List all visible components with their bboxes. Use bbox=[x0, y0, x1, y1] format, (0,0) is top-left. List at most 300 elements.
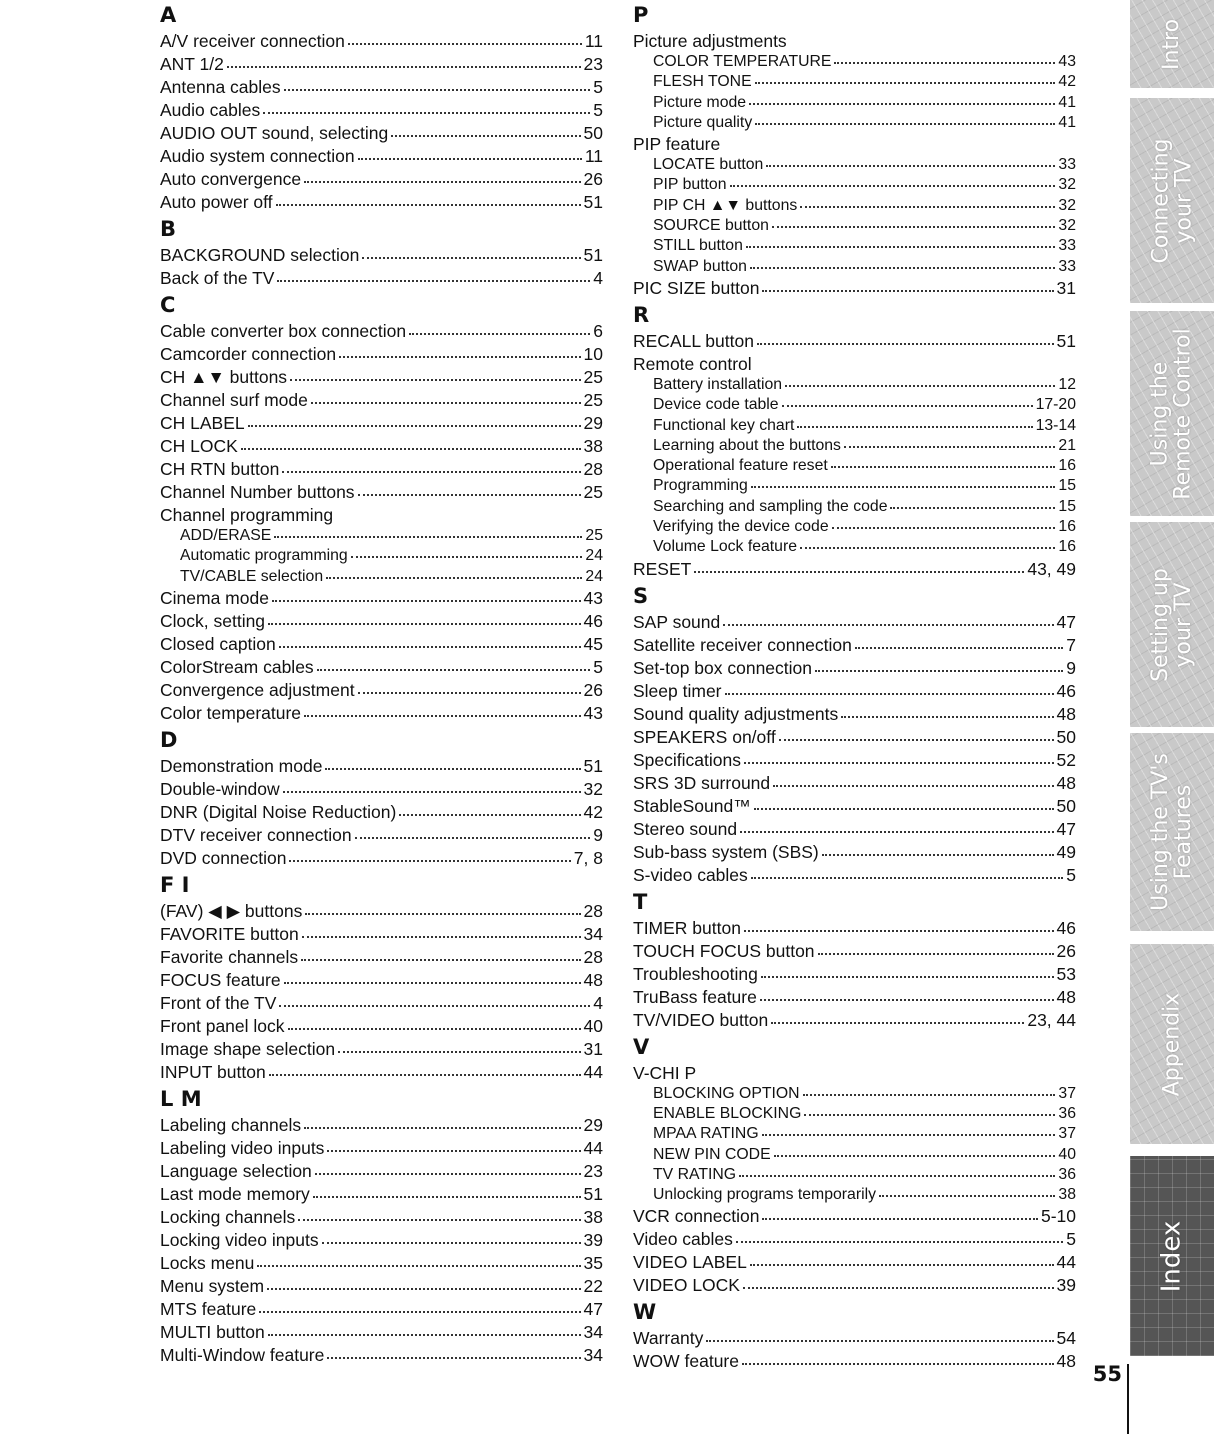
leader-dots bbox=[766, 164, 1055, 167]
leader-dots bbox=[283, 790, 581, 793]
index-term: ColorStream cables bbox=[160, 656, 314, 677]
index-entry bbox=[160, 778, 603, 801]
index-term: WOW feature bbox=[633, 1351, 739, 1372]
index-subentry bbox=[633, 72, 1076, 92]
index-letter-heading: D bbox=[160, 727, 178, 752]
index-page-ref: 15 bbox=[1058, 477, 1076, 495]
index-term: Picture adjustments bbox=[633, 31, 787, 51]
index-subentry bbox=[633, 113, 1076, 133]
index-entry bbox=[633, 1009, 1076, 1032]
index-entry bbox=[160, 244, 603, 267]
index-page-ref: 24 bbox=[585, 547, 603, 565]
leader-dots bbox=[785, 384, 1055, 387]
leader-dots bbox=[257, 1264, 580, 1267]
index-subentry bbox=[633, 155, 1076, 175]
tab-setting-up-your-tv[interactable] bbox=[1130, 522, 1214, 727]
leader-dots bbox=[742, 1362, 1054, 1365]
index-term: BACKGROUND selection bbox=[160, 245, 360, 265]
leader-dots bbox=[779, 738, 1054, 741]
index-entry bbox=[633, 940, 1076, 963]
leader-dots bbox=[284, 981, 581, 984]
index-term: Image shape selection bbox=[160, 1038, 336, 1059]
index-page-ref: 6 bbox=[593, 321, 603, 341]
index-entry bbox=[633, 864, 1076, 887]
index-term: Clock, setting bbox=[160, 610, 266, 631]
leader-dots bbox=[749, 102, 1055, 105]
leader-dots bbox=[327, 1149, 580, 1152]
index-entry bbox=[633, 1350, 1076, 1373]
index-page-ref: 25 bbox=[583, 482, 603, 502]
index-entry bbox=[160, 1114, 603, 1137]
index-page-ref: 37 bbox=[1058, 1125, 1076, 1143]
leader-dots bbox=[757, 342, 1054, 345]
index-term: TV RATING bbox=[653, 1165, 737, 1183]
index-page-ref: 16 bbox=[1058, 457, 1076, 475]
index-term: DVD connection bbox=[160, 847, 287, 868]
tab-connecting-your-tv[interactable] bbox=[1130, 98, 1214, 303]
index-page-ref: 4 bbox=[593, 268, 603, 288]
index-page-ref: 5-10 bbox=[1040, 1206, 1076, 1227]
leader-dots bbox=[751, 876, 1063, 879]
index-subentry bbox=[633, 1124, 1076, 1144]
index-term: Warranty bbox=[633, 1328, 704, 1349]
index-subentry bbox=[633, 52, 1076, 72]
index-page-ref: 5 bbox=[1066, 1229, 1076, 1250]
index-term: CH ▲▼ buttons bbox=[160, 367, 288, 387]
index-page-ref: 5 bbox=[593, 656, 603, 677]
leader-dots bbox=[750, 266, 1055, 269]
leader-dots bbox=[304, 180, 580, 183]
index-page-ref: 43 bbox=[583, 587, 603, 608]
leader-dots bbox=[879, 1194, 1055, 1197]
index-term: Last mode memory bbox=[160, 1183, 310, 1204]
index-page-ref: 39 bbox=[1056, 1275, 1076, 1296]
leader-dots bbox=[268, 1333, 581, 1336]
leader-dots bbox=[248, 424, 581, 427]
tab-using-the-tv-s-features[interactable] bbox=[1130, 733, 1214, 931]
leader-dots bbox=[760, 998, 1054, 1001]
index-entry bbox=[633, 277, 1076, 300]
leader-dots bbox=[325, 767, 580, 770]
index-term: SWAP button bbox=[653, 257, 747, 275]
index-page-ref: 51 bbox=[583, 755, 603, 776]
index-page-ref: 4 bbox=[593, 992, 603, 1013]
leader-dots bbox=[282, 470, 580, 473]
index-entry bbox=[160, 99, 603, 122]
index-page-ref: 5 bbox=[593, 100, 603, 120]
index-term: Back of the TV bbox=[160, 268, 275, 288]
index-subentry bbox=[633, 395, 1076, 415]
index-entry bbox=[160, 30, 603, 53]
index-term: Labeling channels bbox=[160, 1114, 302, 1135]
index-entry bbox=[633, 703, 1076, 726]
index-page-ref: 48 bbox=[1056, 772, 1076, 793]
leader-dots bbox=[327, 1356, 580, 1359]
leader-dots bbox=[305, 912, 580, 915]
index-page-ref: 21 bbox=[1058, 436, 1076, 454]
leader-dots bbox=[338, 1050, 580, 1053]
index-entry bbox=[160, 847, 603, 870]
page-number-rule bbox=[1127, 1364, 1129, 1434]
index-page-ref: 49 bbox=[1056, 841, 1076, 862]
index-entry bbox=[160, 801, 603, 824]
index-entry bbox=[633, 749, 1076, 772]
index-page-ref: 5 bbox=[593, 77, 603, 97]
index-page-ref: 23 bbox=[583, 1160, 603, 1181]
index-entry bbox=[160, 343, 603, 366]
index-page-ref: 26 bbox=[583, 679, 603, 700]
index-term: CH LABEL bbox=[160, 413, 245, 433]
leader-dots bbox=[272, 599, 581, 602]
index-entry bbox=[633, 1228, 1076, 1251]
index-term: Convergence adjustment bbox=[160, 679, 355, 700]
index-letter-heading: C bbox=[160, 293, 176, 317]
leader-dots bbox=[746, 245, 1056, 248]
index-entry bbox=[633, 330, 1076, 353]
index-term: BLOCKING OPTION bbox=[653, 1084, 800, 1102]
index-term: Operational feature reset bbox=[653, 457, 828, 475]
index-term: Front of the TV bbox=[160, 992, 277, 1013]
index-term: Audio system connection bbox=[160, 146, 355, 166]
index-page-ref: 17-20 bbox=[1035, 396, 1076, 414]
index-page-ref: 47 bbox=[1056, 818, 1076, 839]
index-entry bbox=[160, 1344, 603, 1367]
index-page-ref: 23 bbox=[583, 54, 603, 74]
leader-dots bbox=[276, 203, 581, 206]
index-entry bbox=[633, 726, 1076, 749]
index-page-ref: 48 bbox=[1056, 986, 1076, 1007]
index-term: Language selection bbox=[160, 1160, 312, 1181]
index-page-ref: 7, 8 bbox=[573, 847, 603, 868]
index-term: Troubleshooting bbox=[633, 963, 758, 984]
tab-label: Using the Remote Control bbox=[1148, 327, 1196, 500]
leader-dots bbox=[797, 425, 1032, 428]
index-term: Picture quality bbox=[653, 113, 753, 131]
tab-using-the-remote-control[interactable] bbox=[1130, 311, 1214, 516]
leader-dots bbox=[774, 1154, 1056, 1157]
leader-dots bbox=[279, 1004, 590, 1007]
leader-dots bbox=[288, 1027, 581, 1030]
index-entry bbox=[160, 412, 603, 435]
leader-dots bbox=[834, 61, 1055, 64]
index-page-ref: 39 bbox=[583, 1229, 603, 1250]
index-page-ref: 38 bbox=[1058, 1186, 1076, 1204]
index-page-ref: 12 bbox=[1058, 375, 1076, 393]
index-page-ref: 53 bbox=[1056, 963, 1076, 984]
index-term: ADD/ERASE bbox=[180, 527, 272, 544]
leader-dots bbox=[326, 576, 582, 579]
leader-dots bbox=[227, 65, 581, 68]
index-page-ref: 33 bbox=[1058, 257, 1076, 275]
index-term: Learning about the buttons bbox=[653, 436, 841, 454]
index-term: Locking video inputs bbox=[160, 1229, 319, 1250]
index-entry bbox=[160, 1321, 603, 1344]
index-entry bbox=[160, 1206, 603, 1229]
index-entry bbox=[160, 145, 603, 168]
leader-dots bbox=[782, 404, 1033, 407]
leader-dots bbox=[772, 225, 1056, 228]
leader-dots bbox=[800, 205, 1055, 208]
index-term: Auto power off bbox=[160, 192, 273, 212]
index-term: Searching and sampling the code bbox=[653, 497, 888, 515]
index-term: DTV receiver connection bbox=[160, 824, 352, 845]
index-entry bbox=[160, 679, 603, 702]
leader-dots bbox=[259, 1310, 580, 1313]
leader-dots bbox=[743, 1286, 1054, 1289]
index-term: Auto convergence bbox=[160, 169, 302, 189]
leader-dots bbox=[290, 378, 580, 381]
index-entry bbox=[633, 963, 1076, 986]
index-term: SAP sound bbox=[633, 611, 721, 632]
leader-dots bbox=[771, 1021, 1024, 1024]
index-page-ref: 50 bbox=[1056, 726, 1076, 747]
index-entry bbox=[160, 755, 603, 778]
index-page-ref: 28 bbox=[583, 946, 603, 967]
index-term: Programming bbox=[653, 477, 748, 495]
leader-dots bbox=[267, 1287, 580, 1290]
index-term: SPEAKERS on/off bbox=[633, 726, 776, 747]
index-entry bbox=[160, 366, 603, 389]
index-entry bbox=[160, 610, 603, 633]
index-entry bbox=[633, 917, 1076, 940]
index-letter-heading: F I bbox=[160, 872, 190, 897]
index-column-right bbox=[633, 0, 1076, 1373]
leader-dots bbox=[844, 445, 1055, 448]
index-page-ref: 31 bbox=[583, 1038, 603, 1059]
index-entry bbox=[160, 992, 603, 1015]
leader-dots bbox=[358, 691, 581, 694]
index-page-ref: 52 bbox=[1056, 749, 1076, 770]
index-entry bbox=[633, 1205, 1076, 1228]
index-term: Stereo sound bbox=[633, 818, 738, 839]
index-entry bbox=[160, 122, 603, 145]
index-entry bbox=[633, 634, 1076, 657]
index-term: Remote control bbox=[633, 353, 752, 374]
index-subentry bbox=[633, 216, 1076, 236]
index-subentry bbox=[633, 1165, 1076, 1185]
leader-dots bbox=[289, 859, 570, 862]
index-subentry bbox=[633, 416, 1076, 436]
index-term: TV/VIDEO button bbox=[633, 1009, 769, 1030]
index-entry bbox=[160, 389, 603, 412]
leader-dots bbox=[740, 830, 1053, 833]
index-entry bbox=[160, 1061, 603, 1084]
index-entry bbox=[160, 320, 603, 343]
index-letter-heading: R bbox=[633, 302, 650, 327]
index-term: Automatic programming bbox=[180, 547, 348, 565]
index-term: Closed caption bbox=[160, 633, 276, 654]
tab-label: Appendix bbox=[1159, 992, 1185, 1096]
index-page-ref: 5 bbox=[1066, 864, 1076, 885]
leader-dots bbox=[762, 289, 1053, 292]
index-term: LOCATE button bbox=[653, 156, 764, 174]
index-letter-heading: L M bbox=[160, 1086, 202, 1111]
index-page-ref: 16 bbox=[1058, 538, 1076, 556]
leader-dots bbox=[355, 836, 591, 839]
index-subentry bbox=[633, 497, 1076, 517]
index-term: Verifying the device code bbox=[653, 518, 829, 536]
index-page-ref: 32 bbox=[1058, 196, 1076, 214]
index-page-ref: 11 bbox=[584, 31, 603, 51]
index-page-ref: 51 bbox=[1056, 330, 1076, 351]
index-term: Video cables bbox=[633, 1229, 733, 1250]
index-term: AUDIO OUT sound, selecting bbox=[160, 123, 389, 143]
index-term: V-CHI P bbox=[633, 1062, 697, 1083]
leader-dots bbox=[313, 1195, 581, 1198]
tab-label: Using the TV's Features bbox=[1148, 753, 1196, 911]
leader-dots bbox=[751, 485, 1056, 488]
index-letter-heading: S bbox=[633, 583, 649, 608]
index-term: TIMER button bbox=[633, 917, 741, 938]
index-page-ref: 48 bbox=[583, 969, 603, 990]
index-letter-heading: A bbox=[160, 3, 177, 27]
index-term: PIP CH ▲▼ buttons bbox=[653, 196, 798, 214]
index-page-ref: 46 bbox=[583, 610, 603, 631]
index-term: VCR connection bbox=[633, 1206, 760, 1227]
leader-dots bbox=[706, 1339, 1053, 1342]
index-page-ref: 26 bbox=[1056, 940, 1076, 961]
index-subentry bbox=[160, 546, 603, 566]
index-term: VIDEO LABEL bbox=[633, 1252, 747, 1273]
index-term: FOCUS feature bbox=[160, 969, 281, 990]
index-page-ref: 51 bbox=[583, 1183, 603, 1204]
index-page-ref: 51 bbox=[583, 245, 603, 265]
index-term: Cinema mode bbox=[160, 587, 269, 608]
leader-dots bbox=[279, 645, 581, 648]
page-number: 55 bbox=[1092, 1362, 1122, 1386]
index-page-ref: 34 bbox=[583, 923, 603, 944]
leader-dots bbox=[348, 42, 582, 45]
index-page-ref: 7 bbox=[1066, 634, 1076, 655]
index-letter-heading: W bbox=[633, 1300, 657, 1325]
leader-dots bbox=[694, 570, 1024, 573]
index-term: Camcorder connection bbox=[160, 344, 337, 364]
index-subentry bbox=[633, 1084, 1076, 1104]
index-term: Satellite receiver connection bbox=[633, 634, 852, 655]
index-term: COLOR TEMPERATURE bbox=[653, 53, 832, 70]
index-entry bbox=[160, 1137, 603, 1160]
index-subentry bbox=[633, 517, 1076, 537]
leader-dots bbox=[298, 1218, 580, 1221]
index-entry bbox=[633, 795, 1076, 818]
index-page-ref: 47 bbox=[1056, 611, 1076, 632]
index-term: SRS 3D surround bbox=[633, 772, 771, 793]
index-entry bbox=[160, 1160, 603, 1183]
index-group-heading bbox=[633, 1062, 1076, 1084]
index-page-ref: 47 bbox=[583, 1298, 603, 1319]
index-page-ref: 34 bbox=[583, 1321, 603, 1342]
index-subentry bbox=[160, 526, 603, 546]
leader-dots bbox=[754, 807, 1054, 810]
index-page-ref: 28 bbox=[583, 900, 603, 921]
index-page-ref: 41 bbox=[1058, 113, 1076, 131]
index-page-ref: 35 bbox=[583, 1252, 603, 1273]
index-term: ENABLE BLOCKING bbox=[653, 1104, 802, 1122]
index-entry bbox=[633, 1251, 1076, 1274]
index-page-ref: 9 bbox=[593, 824, 603, 845]
index-entry bbox=[160, 191, 603, 214]
index-entry bbox=[160, 1252, 603, 1275]
index-entry bbox=[160, 587, 603, 610]
index-page-ref: 32 bbox=[1058, 217, 1076, 235]
leader-dots bbox=[832, 526, 1056, 529]
tab-index[interactable] bbox=[1130, 1156, 1214, 1356]
tab-appendix[interactable] bbox=[1130, 944, 1214, 1144]
leader-dots bbox=[277, 279, 590, 282]
index-subentry bbox=[633, 175, 1076, 195]
index-subentry bbox=[633, 456, 1076, 476]
index-term: Audio cables bbox=[160, 100, 261, 120]
index-entry bbox=[160, 969, 603, 992]
index-term: Functional key chart bbox=[653, 416, 795, 434]
index-term: DNR (Digital Noise Reduction) bbox=[160, 801, 397, 822]
index-term: Sub-bass system (SBS) bbox=[633, 841, 819, 862]
index-entry bbox=[633, 657, 1076, 680]
leader-dots bbox=[302, 935, 581, 938]
index-entry bbox=[160, 824, 603, 847]
index-entry bbox=[633, 986, 1076, 1009]
index-term: Labeling video inputs bbox=[160, 1137, 325, 1158]
leader-dots bbox=[818, 952, 1054, 955]
index-term: Front panel lock bbox=[160, 1015, 285, 1036]
index-term: INPUT button bbox=[160, 1061, 266, 1082]
index-entry bbox=[633, 772, 1076, 795]
tab-label: Intro bbox=[1159, 18, 1185, 70]
index-page-ref: 16 bbox=[1058, 518, 1076, 536]
leader-dots bbox=[804, 1113, 1055, 1116]
index-term: StableSound™ bbox=[633, 795, 751, 816]
leader-dots bbox=[800, 546, 1055, 549]
tab-intro[interactable] bbox=[1130, 0, 1214, 88]
index-page-ref: 44 bbox=[583, 1137, 603, 1158]
leader-dots bbox=[755, 81, 1056, 84]
index-term: Menu system bbox=[160, 1275, 265, 1296]
index-term: CH LOCK bbox=[160, 436, 238, 456]
index-term: Volume Lock feature bbox=[653, 538, 798, 556]
index-entry bbox=[160, 1275, 603, 1298]
index-page-ref: 46 bbox=[1056, 680, 1076, 701]
index-page-ref: 36 bbox=[1058, 1104, 1076, 1122]
index-term: RESET bbox=[633, 558, 692, 579]
index-term: Demonstration mode bbox=[160, 755, 323, 776]
index-term: PIC SIZE button bbox=[633, 277, 760, 298]
leader-dots bbox=[284, 88, 591, 91]
index-subentry bbox=[633, 257, 1076, 277]
index-term: Channel Number buttons bbox=[160, 482, 355, 502]
leader-dots bbox=[339, 355, 580, 358]
index-page-ref: 11 bbox=[584, 146, 603, 166]
leader-dots bbox=[241, 447, 581, 450]
index-entry bbox=[160, 435, 603, 458]
index-term: Battery installation bbox=[653, 375, 783, 393]
leader-dots bbox=[263, 111, 590, 114]
index-page-ref: 33 bbox=[1058, 237, 1076, 255]
index-group-heading bbox=[633, 353, 1076, 375]
index-page-ref: 9 bbox=[1066, 657, 1076, 678]
index-page-ref: 50 bbox=[583, 123, 603, 143]
index-term: STILL button bbox=[653, 237, 743, 255]
index-term: Sleep timer bbox=[633, 680, 722, 701]
leader-dots bbox=[269, 1073, 581, 1076]
index-subentry bbox=[633, 375, 1076, 395]
leader-dots bbox=[822, 853, 1054, 856]
leader-dots bbox=[773, 784, 1053, 787]
leader-dots bbox=[761, 975, 1054, 978]
index-term: Double-window bbox=[160, 778, 280, 799]
leader-dots bbox=[730, 184, 1056, 187]
index-page-ref: 26 bbox=[583, 169, 603, 189]
index-entry bbox=[633, 611, 1076, 634]
